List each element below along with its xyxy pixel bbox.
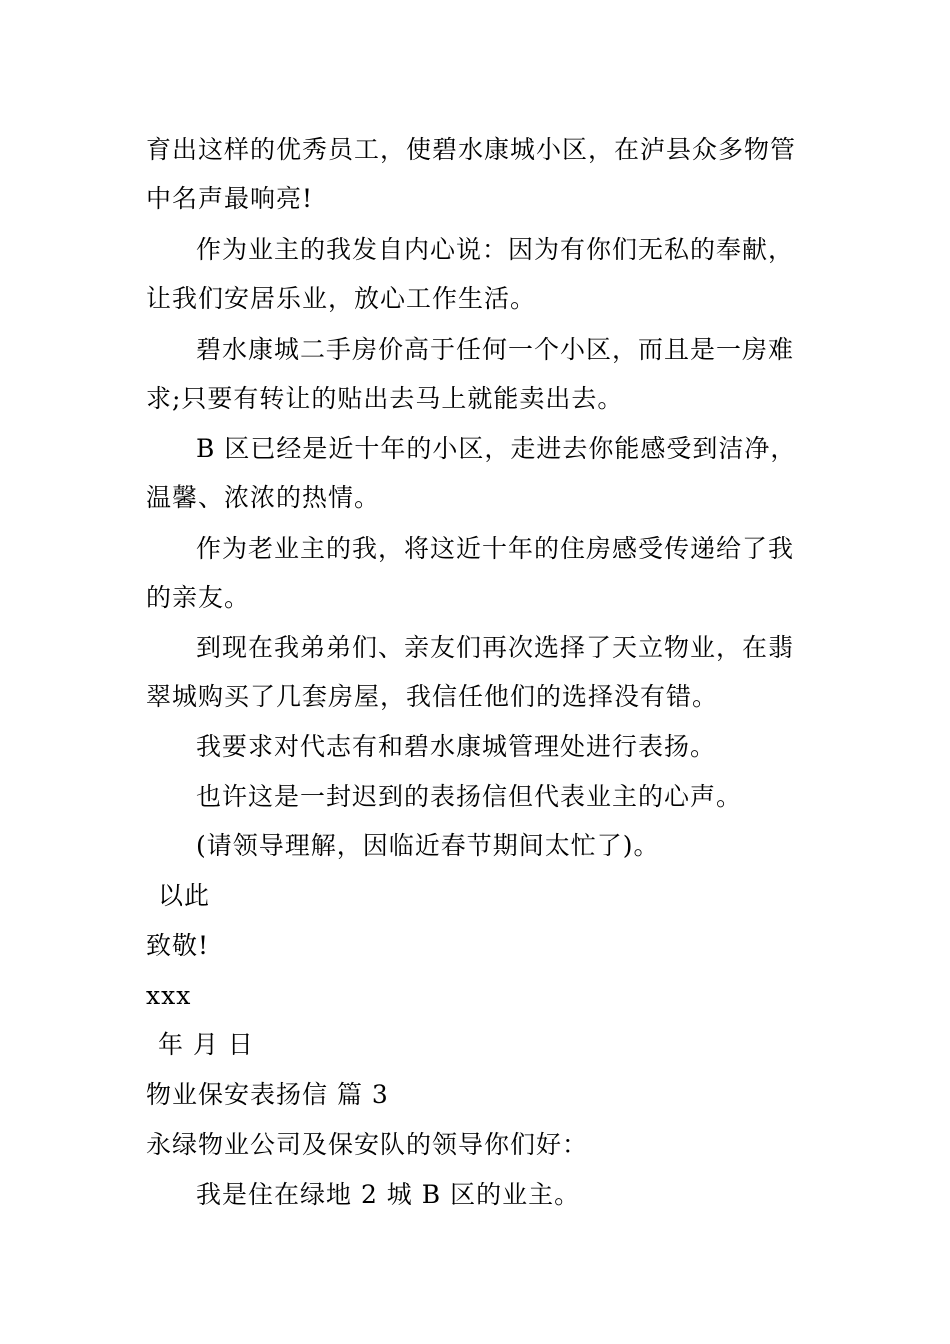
greeting-line: 永绿物业公司及保安队的领导你们好： (146, 1130, 589, 1159)
closing-phrase: 以此 (158, 881, 211, 910)
paragraph-line: 求;只要有转让的贴出去马上就能卖出去。 (146, 384, 624, 413)
salutation: 致敬! (146, 931, 210, 960)
paragraph-line: 作为业主的我发自内心说：因为有你们无私的奉献， (196, 235, 795, 264)
paragraph-line: 中名声最响亮! (146, 184, 314, 213)
signature-name: xxx (146, 981, 192, 1010)
signature-date: 年 月 日 (158, 1030, 254, 1059)
section-title: 物业保安表扬信 篇 3 (146, 1080, 389, 1109)
paragraph-line: 作为老业主的我，将这近十年的住房感受传递给了我 (196, 534, 795, 563)
paragraph-line: 也许这是一封迟到的表扬信但代表业主的心声。 (196, 782, 743, 811)
paragraph-line: 翠城购买了几套房屋，我信任他们的选择没有错。 (146, 682, 719, 711)
paragraph-line: 我是住在绿地 2 城 B 区的业主。 (196, 1180, 581, 1209)
paragraph-line: 到现在我弟弟们、亲友们再次选择了天立物业，在翡 (196, 633, 795, 662)
paragraph-line: 的亲友。 (146, 583, 251, 612)
paragraph-line: (请领导理解，因临近春节期间太忙了)。 (196, 831, 660, 860)
paragraph-line: 碧水康城二手房价高于任何一个小区，而且是一房难 (196, 335, 795, 364)
paragraph-line: B 区已经是近十年的小区，走进去你能感受到洁净， (196, 434, 797, 463)
paragraph-line: 我要求对代志有和碧水康城管理处进行表扬。 (196, 732, 717, 761)
paragraph-line: 育出这样的优秀员工，使碧水康城小区，在泸县众多物管 (146, 135, 797, 164)
paragraph-line: 温馨、浓浓的热情。 (146, 483, 381, 512)
paragraph-line: 让我们安居乐业，放心工作生活。 (146, 284, 537, 313)
